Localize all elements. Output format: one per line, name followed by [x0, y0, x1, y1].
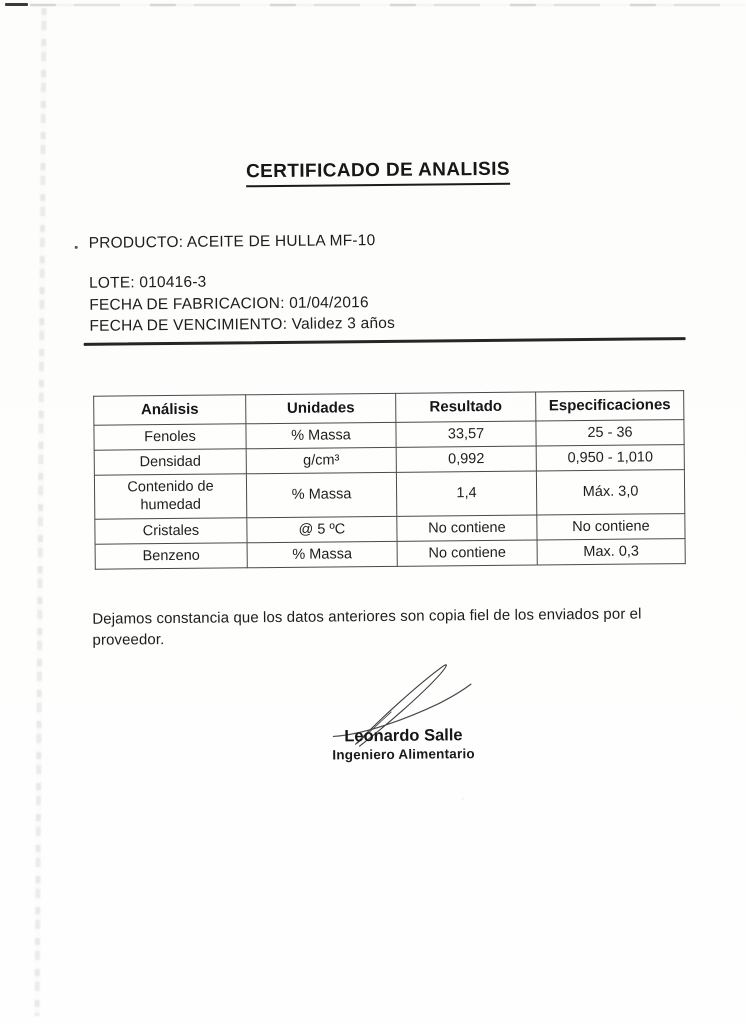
table-cell-especificaciones: No contiene: [537, 513, 685, 540]
table-cell-especificaciones: 0,950 - 1,010: [536, 445, 684, 472]
table-cell-resultado: No contiene: [397, 515, 537, 541]
table-cell-resultado: 33,57: [396, 421, 536, 447]
table-cell-resultado: 0,992: [396, 446, 536, 472]
table-cell-unidades: @ 5 ºC: [247, 516, 397, 543]
table-cell-analisis: Benzeno: [95, 542, 247, 569]
table-cell-unidades: % Massa: [246, 422, 396, 449]
horizontal-rule: [84, 337, 686, 346]
fabricacion-line: FECHA DE FABRICACION: 01/04/2016: [89, 293, 369, 314]
analysis-table: [93, 390, 686, 569]
table-cell-especificaciones: Máx. 3,0: [536, 470, 684, 515]
note-paragraph: Dejamos constancia que los datos anteriores son copia fiel de los enviados por el proveedor.: [92, 605, 642, 649]
header-especificaciones: Especificaciones: [536, 391, 684, 421]
table-cell-especificaciones: Max. 0,3: [537, 538, 685, 565]
header-analisis: Análisis: [94, 395, 246, 425]
vencimiento-line: FECHA DE VENCIMIENTO: Validez 3 años: [89, 314, 396, 335]
signatory-title: Ingeniero Alimentario: [332, 746, 475, 763]
table-row: [94, 470, 684, 519]
signature-block: [293, 654, 514, 776]
table-row: [95, 538, 685, 569]
table-cell-unidades: g/cm³: [246, 447, 396, 474]
lote-line: LOTE: 010416-3: [88, 273, 207, 292]
table-cell-resultado: No contiene: [397, 540, 537, 566]
document-title-wrap: [0, 156, 746, 189]
product-line: PRODUCTO: ACEITE DE HULLA MF-10: [88, 232, 376, 252]
table-cell-especificaciones: 25 - 36: [536, 420, 684, 447]
signatory-name: Leonardo Salle: [344, 726, 463, 746]
table-cell-analisis: Cristales: [95, 517, 247, 544]
table-cell-analisis: Densidad: [94, 449, 246, 476]
table-cell-unidades: % Massa: [246, 473, 396, 518]
scan-speck: [75, 246, 78, 249]
table-cell-analisis: Contenido de humedad: [94, 474, 246, 519]
header-unidades: Unidades: [246, 393, 396, 423]
table-cell-unidades: % Massa: [247, 541, 397, 568]
header-resultado: Resultado: [396, 392, 536, 422]
document-title: CERTIFICADO DE ANALISIS: [246, 159, 510, 188]
analysis-table-body: [94, 420, 685, 569]
table-cell-analisis: Fenoles: [94, 424, 246, 451]
lot-block: [89, 270, 395, 337]
table-cell-resultado: 1,4: [396, 471, 536, 516]
